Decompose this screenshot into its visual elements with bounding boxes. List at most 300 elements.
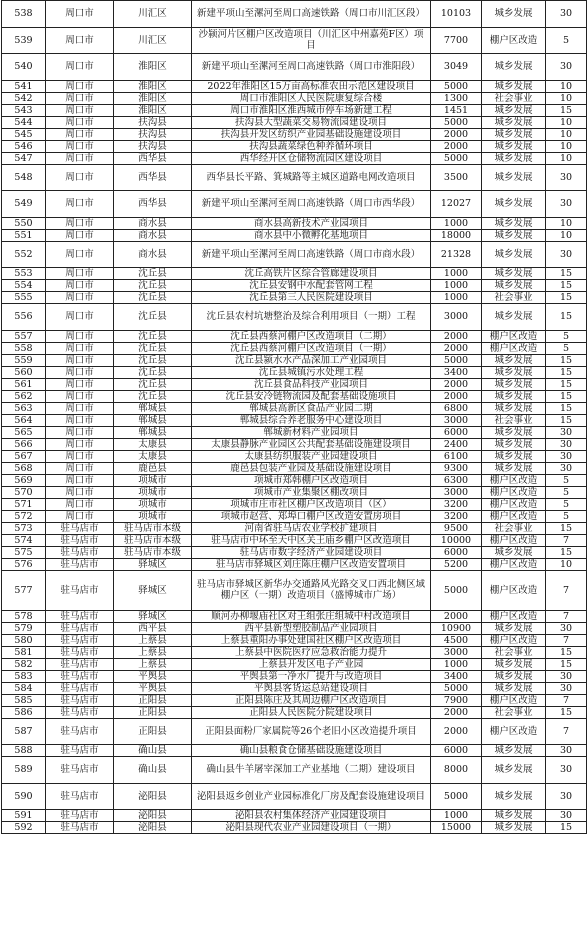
table-row [2,646,587,658]
category-cell: 城乡发展 [482,128,546,140]
project-name-cell: 太康县纺织服装产业园建设项目 [192,450,431,462]
category-cell: 城乡发展 [482,546,546,558]
table-row [2,390,587,402]
amount-cell: 1000 [431,658,482,670]
project-name-cell: 郸城县高新区食品产业园二期 [192,402,431,414]
row-number: 575 [2,546,46,558]
category-cell: 城乡发展 [482,450,546,462]
city-cell: 周口市 [46,366,114,378]
table-row [2,354,587,366]
amount-cell: 3200 [431,510,482,522]
county-cell: 淮阳区 [114,54,192,81]
amount-cell: 2000 [431,718,482,745]
project-name-cell: 确山县牛羊屠宰深加工产业基地（二期）建设项目 [192,757,431,784]
county-cell: 太康县 [114,450,192,462]
project-name-cell: 沙颍河片区棚户区改造项目（川汇区中州嘉苑F区）项目 [192,27,431,54]
category-cell: 社会事业 [482,646,546,658]
city-cell: 驻马店市 [46,570,114,610]
row-number: 563 [2,402,46,414]
amount-cell: 5200 [431,558,482,570]
amount-cell: 6000 [431,745,482,757]
city-cell: 周口市 [46,402,114,414]
county-cell: 扶沟县 [114,116,192,128]
amount-cell: 6800 [431,402,482,414]
project-name-cell: 平舆县客货运总站建设项目 [192,682,431,694]
county-cell: 鹿邑县 [114,462,192,474]
project-name-cell: 商水县中小微孵化基地项目 [192,229,431,241]
amount-cell: 1000 [431,810,482,822]
table-row [2,378,587,390]
amount-cell: 10900 [431,622,482,634]
city-cell: 周口市 [46,498,114,510]
table-row [2,622,587,634]
city-cell: 周口市 [46,438,114,450]
amount-cell: 7700 [431,27,482,54]
years-cell: 10 [546,152,587,164]
county-cell: 驿城区 [114,610,192,622]
county-cell: 泌阳县 [114,810,192,822]
amount-cell: 1300 [431,92,482,104]
project-name-cell: 项城市庄市社区棚户区改造项目（区） [192,498,431,510]
county-cell: 川汇区 [114,27,192,54]
county-cell: 平舆县 [114,682,192,694]
row-number: 589 [2,757,46,784]
table-row [2,450,587,462]
category-cell: 棚户区改造 [482,486,546,498]
amount-cell: 2400 [431,438,482,450]
county-cell: 商水县 [114,241,192,268]
amount-cell: 1000 [431,280,482,292]
category-cell: 城乡发展 [482,140,546,152]
table-row [2,140,587,152]
years-cell: 15 [546,706,587,718]
county-cell: 上蔡县 [114,634,192,646]
table-row [2,54,587,81]
city-cell: 周口市 [46,128,114,140]
county-cell: 确山县 [114,745,192,757]
years-cell: 10 [546,140,587,152]
table-row [2,534,587,546]
table-row [2,241,587,268]
amount-cell: 6000 [431,426,482,438]
county-cell: 泌阳县 [114,822,192,834]
years-cell: 15 [546,390,587,402]
years-cell: 30 [546,810,587,822]
city-cell: 周口市 [46,426,114,438]
category-cell: 城乡发展 [482,191,546,218]
county-cell: 沈丘县 [114,292,192,304]
table-row [2,498,587,510]
city-cell: 周口市 [46,54,114,81]
amount-cell: 10103 [431,1,482,28]
years-cell: 30 [546,462,587,474]
city-cell: 周口市 [46,1,114,28]
city-cell: 周口市 [46,80,114,92]
table-row [2,104,587,116]
years-cell: 30 [546,757,587,784]
category-cell: 棚户区改造 [482,27,546,54]
city-cell: 周口市 [46,268,114,280]
project-name-cell: 驻马店市中环至天中区关王庙乡棚户区改造项目 [192,534,431,546]
project-name-cell: 西华县长平路、箕城路等主城区道路电网改造项目 [192,164,431,191]
row-number: 559 [2,354,46,366]
county-cell: 郸城县 [114,402,192,414]
category-cell: 城乡发展 [482,622,546,634]
table-row [2,366,587,378]
table-row [2,438,587,450]
category-cell: 城乡发展 [482,152,546,164]
row-number: 577 [2,570,46,610]
county-cell: 项城市 [114,474,192,486]
years-cell: 5 [546,486,587,498]
years-cell: 7 [546,694,587,706]
category-cell: 棚户区改造 [482,718,546,745]
table-row [2,522,587,534]
amount-cell: 15000 [431,822,482,834]
amount-cell: 2000 [431,140,482,152]
row-number: 568 [2,462,46,474]
row-number: 553 [2,268,46,280]
city-cell: 周口市 [46,164,114,191]
city-cell: 周口市 [46,474,114,486]
project-name-cell: 项城市产业集聚区棚改项目 [192,486,431,498]
table-row [2,745,587,757]
row-number: 572 [2,510,46,522]
category-cell: 城乡发展 [482,378,546,390]
table-row [2,402,587,414]
category-cell: 城乡发展 [482,304,546,331]
county-cell: 沈丘县 [114,280,192,292]
project-name-cell: 驻马店市数字经济产业园建设项目 [192,546,431,558]
amount-cell: 1000 [431,292,482,304]
category-cell: 棚户区改造 [482,534,546,546]
row-number: 562 [2,390,46,402]
city-cell: 周口市 [46,462,114,474]
city-cell: 驻马店市 [46,810,114,822]
row-number: 546 [2,140,46,152]
project-name-cell: 太康县静脉产业园区公共配套基础设施建设项目 [192,438,431,450]
row-number: 547 [2,152,46,164]
row-number: 583 [2,670,46,682]
row-number: 591 [2,810,46,822]
table-row [2,268,587,280]
project-name-cell: 沈丘县西蔡河棚户区改造项目（一期） [192,342,431,354]
city-cell: 周口市 [46,241,114,268]
project-name-cell: 正阳县人民医院分院建设项目 [192,706,431,718]
project-name-cell: 泌阳县返乡创业产业园标准化厂房及配套设施建设项目 [192,783,431,810]
category-cell: 城乡发展 [482,164,546,191]
years-cell: 5 [546,498,587,510]
years-cell: 15 [546,280,587,292]
row-number: 567 [2,450,46,462]
table-row [2,1,587,28]
row-number: 542 [2,92,46,104]
table-row [2,128,587,140]
county-cell: 驻马店市本级 [114,546,192,558]
table-row [2,426,587,438]
city-cell: 驻马店市 [46,646,114,658]
category-cell: 城乡发展 [482,268,546,280]
city-cell: 驻马店市 [46,534,114,546]
project-name-cell: 泌阳县现代农业产业园建设项目（一期） [192,822,431,834]
project-name-cell: 新建平项山至漯河至周口高速铁路（周口市川汇区段） [192,1,431,28]
category-cell: 社会事业 [482,92,546,104]
county-cell: 淮阳区 [114,92,192,104]
table-row [2,414,587,426]
table-row [2,694,587,706]
amount-cell: 5000 [431,570,482,610]
category-cell: 社会事业 [482,292,546,304]
years-cell: 15 [546,822,587,834]
row-number: 574 [2,534,46,546]
years-cell: 30 [546,682,587,694]
project-name-cell: 驻马店市驿城区刘庄陈庄棚户区改造安置项目 [192,558,431,570]
table-row [2,634,587,646]
city-cell: 驻马店市 [46,658,114,670]
project-name-cell: 沈丘县第三人民医院建设项目 [192,292,431,304]
city-cell: 周口市 [46,354,114,366]
amount-cell: 5000 [431,783,482,810]
city-cell: 周口市 [46,140,114,152]
years-cell: 15 [546,414,587,426]
category-cell: 城乡发展 [482,783,546,810]
county-cell: 驿城区 [114,558,192,570]
project-table [1,0,587,834]
project-name-cell: 沈丘县食品科技产业园项目 [192,378,431,390]
row-number: 578 [2,610,46,622]
project-name-cell: 上蔡县中医院医疗应急救治能力提升 [192,646,431,658]
row-number: 543 [2,104,46,116]
years-cell: 30 [546,622,587,634]
years-cell: 30 [546,438,587,450]
project-name-cell: 沈丘县颍水水产品深加工产业园项目 [192,354,431,366]
amount-cell: 6300 [431,474,482,486]
amount-cell: 8000 [431,757,482,784]
county-cell: 正阳县 [114,694,192,706]
category-cell: 社会事业 [482,706,546,718]
row-number: 580 [2,634,46,646]
row-number: 564 [2,414,46,426]
row-number: 558 [2,342,46,354]
row-number: 582 [2,658,46,670]
county-cell: 西华县 [114,164,192,191]
city-cell: 驻马店市 [46,706,114,718]
county-cell: 沈丘县 [114,304,192,331]
years-cell: 30 [546,1,587,28]
county-cell: 沈丘县 [114,354,192,366]
project-name-cell: 郸城县综合养老服务中心建设项目 [192,414,431,426]
years-cell: 30 [546,670,587,682]
row-number: 545 [2,128,46,140]
project-name-cell: 新建平项山至漯河至周口高速铁路（周口市淮阳段） [192,54,431,81]
amount-cell: 12027 [431,191,482,218]
amount-cell: 5000 [431,80,482,92]
row-number: 539 [2,27,46,54]
county-cell: 沈丘县 [114,342,192,354]
amount-cell: 1000 [431,268,482,280]
county-cell: 淮阳区 [114,104,192,116]
amount-cell: 2000 [431,706,482,718]
county-cell: 沈丘县 [114,330,192,342]
row-number: 554 [2,280,46,292]
row-number: 565 [2,426,46,438]
county-cell: 沈丘县 [114,366,192,378]
city-cell: 周口市 [46,217,114,229]
city-cell: 驻马店市 [46,757,114,784]
years-cell: 10 [546,80,587,92]
county-cell: 平舆县 [114,670,192,682]
project-name-cell: 商水县高新技术产业园项目 [192,217,431,229]
category-cell: 棚户区改造 [482,510,546,522]
category-cell: 城乡发展 [482,241,546,268]
category-cell: 城乡发展 [482,280,546,292]
row-number: 550 [2,217,46,229]
project-name-cell: 确山县粮食仓储基础设施建设项目 [192,745,431,757]
project-name-cell: 项城市赵营、郑埠口棚户区改造安置房项目 [192,510,431,522]
county-cell: 郸城县 [114,414,192,426]
project-name-cell: 沈丘县农村坑塘整治及综合利用项目（一期）工程 [192,304,431,331]
category-cell: 棚户区改造 [482,558,546,570]
city-cell: 周口市 [46,280,114,292]
amount-cell: 2000 [431,378,482,390]
row-number: 573 [2,522,46,534]
row-number: 555 [2,292,46,304]
city-cell: 驻马店市 [46,718,114,745]
amount-cell: 3000 [431,414,482,426]
amount-cell: 2000 [431,390,482,402]
row-number: 538 [2,1,46,28]
years-cell: 10 [546,558,587,570]
city-cell: 驻马店市 [46,822,114,834]
project-name-cell: 项城市郑韩棚户区改造项目 [192,474,431,486]
row-number: 584 [2,682,46,694]
county-cell: 驻马店市本级 [114,534,192,546]
row-number: 592 [2,822,46,834]
amount-cell: 9500 [431,522,482,534]
category-cell: 棚户区改造 [482,474,546,486]
category-cell: 城乡发展 [482,217,546,229]
category-cell: 棚户区改造 [482,694,546,706]
project-name-cell: 郸城新材料产业园项目 [192,426,431,438]
project-name-cell: 周口市淮阳区人民医院康复综合楼 [192,92,431,104]
amount-cell: 1451 [431,104,482,116]
years-cell: 5 [546,474,587,486]
years-cell: 5 [546,342,587,354]
category-cell: 棚户区改造 [482,570,546,610]
table-row [2,462,587,474]
table-row [2,570,587,610]
city-cell: 周口市 [46,116,114,128]
amount-cell: 2000 [431,610,482,622]
category-cell: 城乡发展 [482,426,546,438]
amount-cell: 1000 [431,217,482,229]
county-cell: 项城市 [114,498,192,510]
category-cell: 城乡发展 [482,54,546,81]
project-name-cell: 上蔡县开发区电子产业园 [192,658,431,670]
years-cell: 7 [546,610,587,622]
county-cell: 沈丘县 [114,268,192,280]
row-number: 561 [2,378,46,390]
county-cell: 太康县 [114,438,192,450]
county-cell: 泌阳县 [114,783,192,810]
years-cell: 15 [546,522,587,534]
table-row [2,510,587,522]
county-cell: 项城市 [114,510,192,522]
years-cell: 7 [546,570,587,610]
project-name-cell: 西平县新型塑胶制品产业园项目 [192,622,431,634]
category-cell: 城乡发展 [482,402,546,414]
city-cell: 周口市 [46,342,114,354]
county-cell: 扶沟县 [114,140,192,152]
county-cell: 淮阳区 [114,80,192,92]
row-number: 552 [2,241,46,268]
years-cell: 15 [546,658,587,670]
row-number: 570 [2,486,46,498]
years-cell: 30 [546,426,587,438]
table-row [2,191,587,218]
category-cell: 城乡发展 [482,658,546,670]
project-name-cell: 扶沟县蔬菜绿色种养循环项目 [192,140,431,152]
county-cell: 川汇区 [114,1,192,28]
row-number: 560 [2,366,46,378]
years-cell: 30 [546,745,587,757]
row-number: 576 [2,558,46,570]
county-cell: 驿城区 [114,570,192,610]
years-cell: 15 [546,354,587,366]
project-name-cell: 河南省驻马店农业学校扩建项目 [192,522,431,534]
years-cell: 15 [546,378,587,390]
row-number: 569 [2,474,46,486]
city-cell: 周口市 [46,191,114,218]
county-cell: 西华县 [114,152,192,164]
category-cell: 城乡发展 [482,810,546,822]
county-cell: 正阳县 [114,718,192,745]
city-cell: 周口市 [46,510,114,522]
table-row [2,292,587,304]
years-cell: 15 [546,268,587,280]
years-cell: 7 [546,534,587,546]
amount-cell: 6100 [431,450,482,462]
amount-cell: 3000 [431,304,482,331]
years-cell: 15 [546,304,587,331]
city-cell: 周口市 [46,330,114,342]
category-cell: 城乡发展 [482,462,546,474]
row-number: 541 [2,80,46,92]
county-cell: 确山县 [114,757,192,784]
county-cell: 上蔡县 [114,658,192,670]
category-cell: 城乡发展 [482,80,546,92]
table-row [2,229,587,241]
category-cell: 城乡发展 [482,104,546,116]
city-cell: 驻马店市 [46,694,114,706]
category-cell: 城乡发展 [482,390,546,402]
row-number: 581 [2,646,46,658]
row-number: 548 [2,164,46,191]
county-cell: 西平县 [114,622,192,634]
table-row [2,474,587,486]
project-name-cell: 沈丘县安冷链物流园及配套基础设施项目 [192,390,431,402]
city-cell: 周口市 [46,414,114,426]
years-cell: 5 [546,27,587,54]
city-cell: 周口市 [46,104,114,116]
city-cell: 周口市 [46,304,114,331]
amount-cell: 3000 [431,646,482,658]
project-name-cell: 上蔡县重阳办事处建国社区棚户区改造项目 [192,634,431,646]
years-cell: 15 [546,402,587,414]
row-number: 571 [2,498,46,510]
years-cell: 30 [546,241,587,268]
row-number: 588 [2,745,46,757]
